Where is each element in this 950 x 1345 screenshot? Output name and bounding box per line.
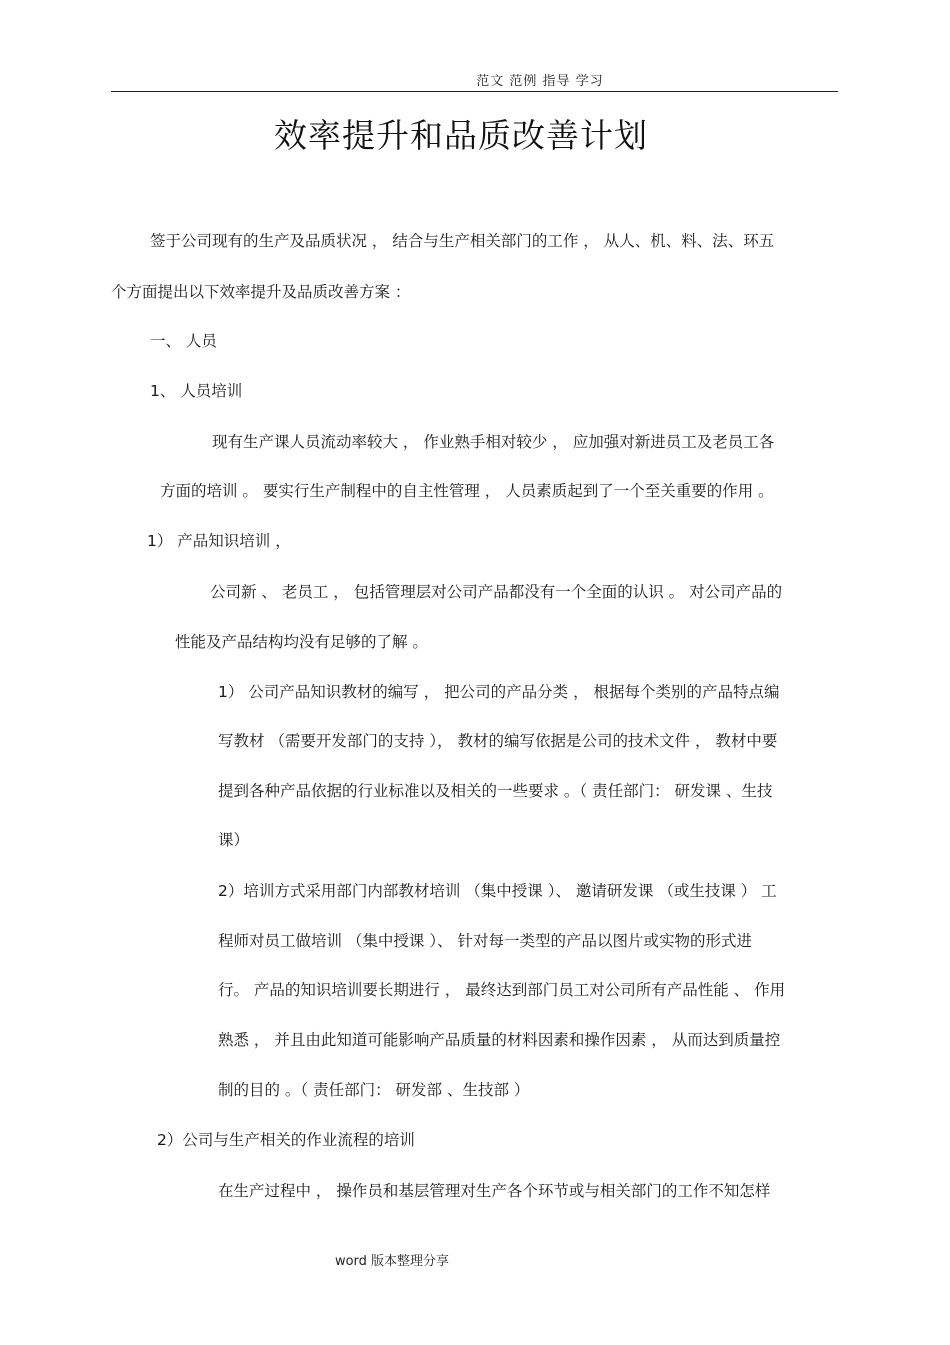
list-item-line: 制的目的 。（ 责任部门： 研发部 、生技部 ）	[218, 1081, 530, 1099]
paragraph-line: 个方面提出以下效率提升及品质改善方案 ：	[111, 283, 411, 301]
list-item-line: 2）培训方式采用部门内部教材培训 （集中授课 ）、 邀请研发课 （或生技课 ） 工	[218, 882, 777, 900]
list-item-line: 程师对员工做培训 （集中授课 ）、 针对每一类型的产品以图片或实物的形式进	[218, 932, 753, 950]
list-item-line: 1） 公司产品知识教材的编写 ， 把公司的产品分类 ， 根据每个类别的产品特点编	[218, 683, 780, 701]
subsection-heading: 1、 人员培训	[150, 382, 243, 400]
list-item-line: 写教材 （需要开发部门的支持 ）， 教材的编写依据是公司的技术文件 ， 教材中要	[218, 732, 778, 750]
item-heading: 1） 产品知识培训 ，	[147, 532, 291, 550]
page-footer: word 版本整理分享	[334, 1254, 450, 1269]
list-item-line: 提到各种产品依据的行业标准以及相关的一些要求 。（ 责任部门： 研发课 、生技	[218, 782, 773, 800]
paragraph-line: 在生产过程中 ， 操作员和基层管理对生产各个环节或与相关部门的工作不知怎样	[218, 1182, 771, 1200]
paragraph-line: 公司新 、 老员工 ， 包括管理层对公司产品都没有一个全面的认识 。 对公司产品的	[210, 583, 783, 601]
section-heading: 一、 人员	[150, 332, 217, 350]
paragraph-line: 性能及产品结构均没有足够的了解 。	[175, 633, 428, 651]
item-heading: 2）公司与生产相关的作业流程的培训	[157, 1131, 415, 1149]
list-item-line: 熟悉 ， 并且由此知道可能影响产品质量的材料因素和操作因素 ， 从而达到质量控	[218, 1031, 781, 1049]
paragraph-line: 现有生产课人员流动率较大 ， 作业熟手相对较少 ， 应加强对新进员工及老员工各	[212, 433, 775, 451]
paragraph-line: 签于公司现有的生产及品质状况 ， 结合与生产相关部门的工作 ， 从人、机、料、法、环五	[150, 232, 775, 250]
header-divider	[111, 91, 838, 92]
document-title: 效率提升和品质改善计划	[274, 116, 648, 155]
list-item-line: 课）	[218, 831, 250, 849]
page-header: 范文 范例 指导 学习	[476, 74, 604, 89]
paragraph-line: 方面的培训 。 要实行生产制程中的自主性管理 ， 人员素质起到了一个至关重要的作用 。	[160, 482, 774, 500]
list-item-line: 行。 产品的知识培训要长期进行 ， 最终达到部门员工对公司所有产品性能 、 作用	[218, 981, 786, 999]
